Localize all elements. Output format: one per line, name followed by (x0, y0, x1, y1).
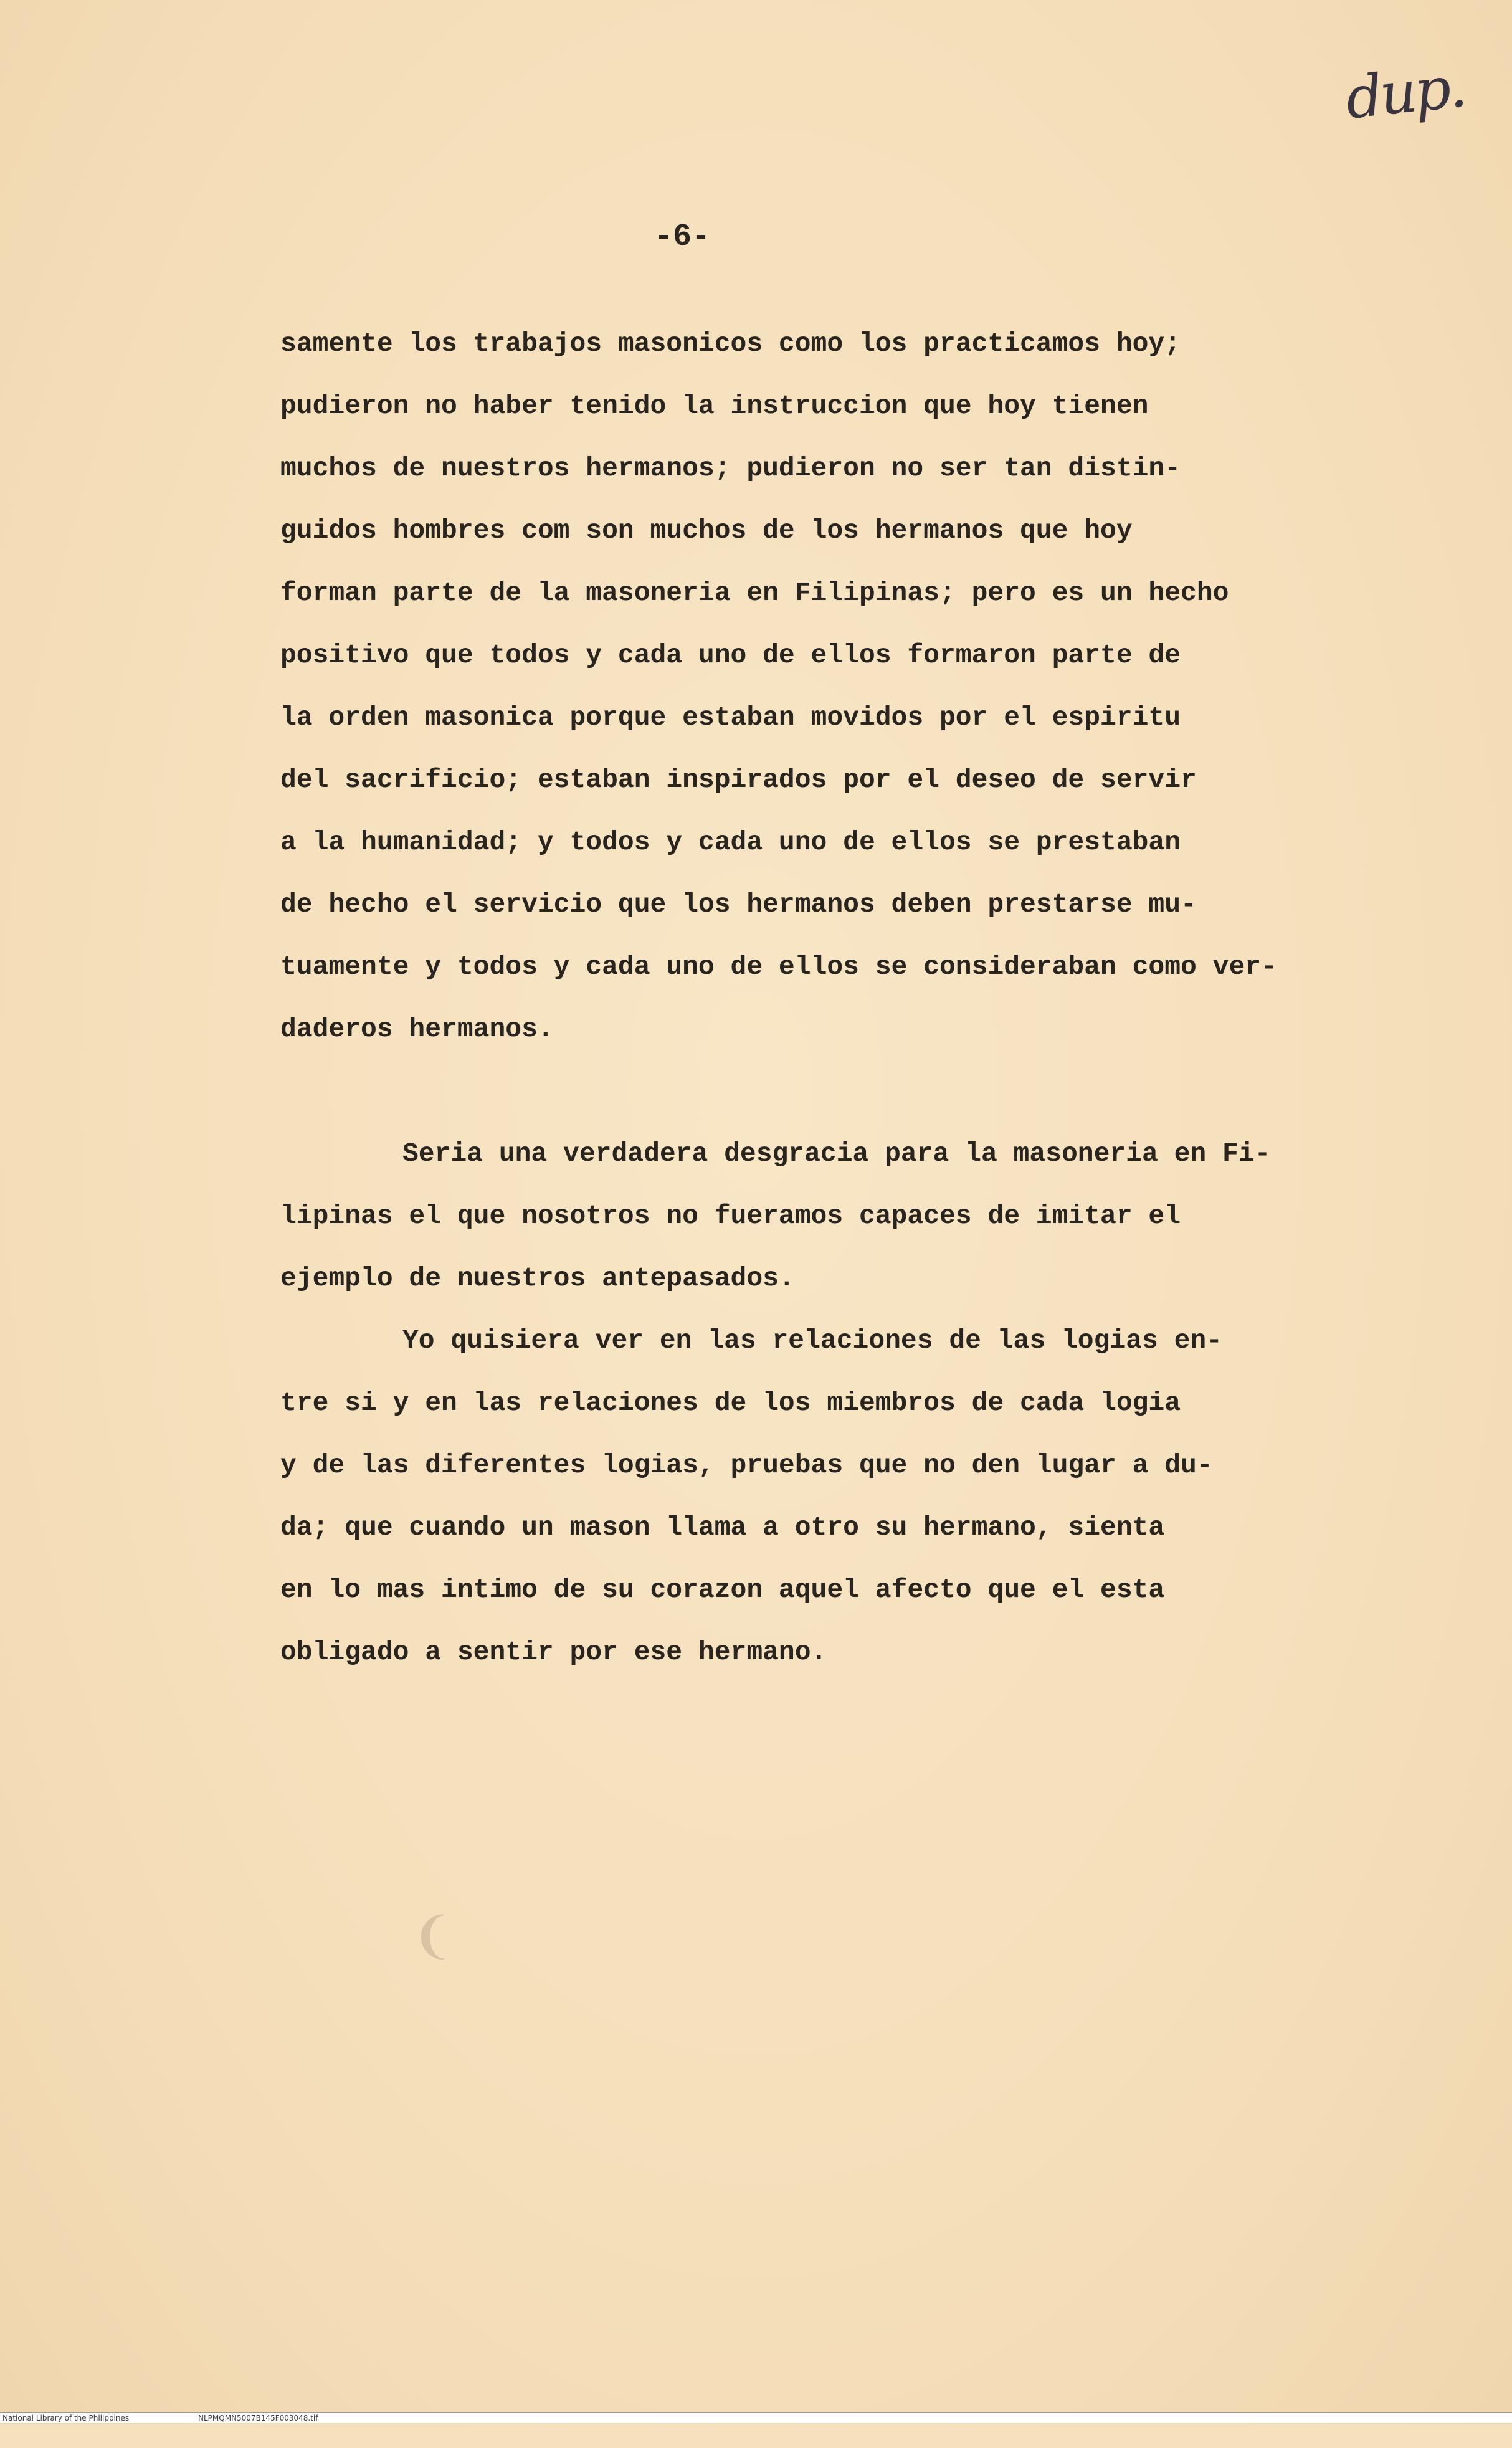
text-line: del sacrificio; estaban inspirados por el deseo de servir (280, 764, 1197, 795)
text-line: positivo que todos y cada uno de ellos formaron parte de (280, 640, 1181, 670)
footer-filename: NLPMQMN5007B145F003048.tif (198, 2414, 318, 2422)
handwritten-annotation: dup. (1342, 53, 1468, 132)
text-line: forman parte de la masoneria en Filipinas; pero es un hecho (280, 578, 1229, 608)
text-line: ejemplo de nuestros antepasados. (280, 1263, 795, 1293)
paper-smudge-icon: ❨ (411, 1907, 454, 1965)
text-line: la orden masonica porque estaban movidos por el espiritu (280, 702, 1181, 733)
paragraph-spacer (280, 1060, 1252, 1123)
text-line: guidos hombres com son muchos de los hermanos que hoy (280, 515, 1133, 546)
text-line: daderos hermanos. (280, 1014, 554, 1044)
text-line: lipinas el que nosotros no fueramos capaces de imitar el (280, 1201, 1181, 1231)
text-line: obligado a sentir por ese hermano. (280, 1637, 827, 1667)
page-number: -6- (654, 219, 711, 255)
text-line: de hecho el servicio que los hermanos deben prestarse mu- (280, 889, 1197, 920)
text-line: muchos de nuestros hermanos; pudieron no ser tan distin- (280, 453, 1181, 483)
text-line: pudieron no haber tenido la instruccion que hoy tienen (280, 391, 1149, 421)
text-line: Seria una verdadera desgracia para la masoneria en Fi- (402, 1138, 1271, 1169)
paragraph-1 (280, 313, 1277, 1060)
text-line: Yo quisiera ver en las relaciones de las logias en- (402, 1325, 1223, 1356)
text-line: a la humanidad; y todos y cada uno de ellos se prestaban (280, 827, 1181, 857)
text-line: tuamente y todos y cada uno de ellos se consideraban como ver- (280, 951, 1277, 982)
text-line: samente los trabajos masonicos como los practicamos hoy; (280, 328, 1181, 359)
text-line: da; que cuando un mason llama a otro su hermano, sienta (280, 1512, 1165, 1543)
text-line: en lo mas intimo de su corazon aquel afecto que el esta (280, 1574, 1165, 1605)
paragraph-2 (280, 1123, 1271, 1310)
text-line: y de las diferentes logias, pruebas que no den lugar a du- (280, 1450, 1213, 1480)
paragraph-3 (280, 1310, 1252, 1684)
document-body (280, 313, 1277, 1684)
scan-footer (0, 2412, 1512, 2423)
text-line: tre si y en las relaciones de los miembros de cada logia (280, 1388, 1181, 1418)
footer-library-label: National Library of the Philippines (2, 2414, 130, 2422)
